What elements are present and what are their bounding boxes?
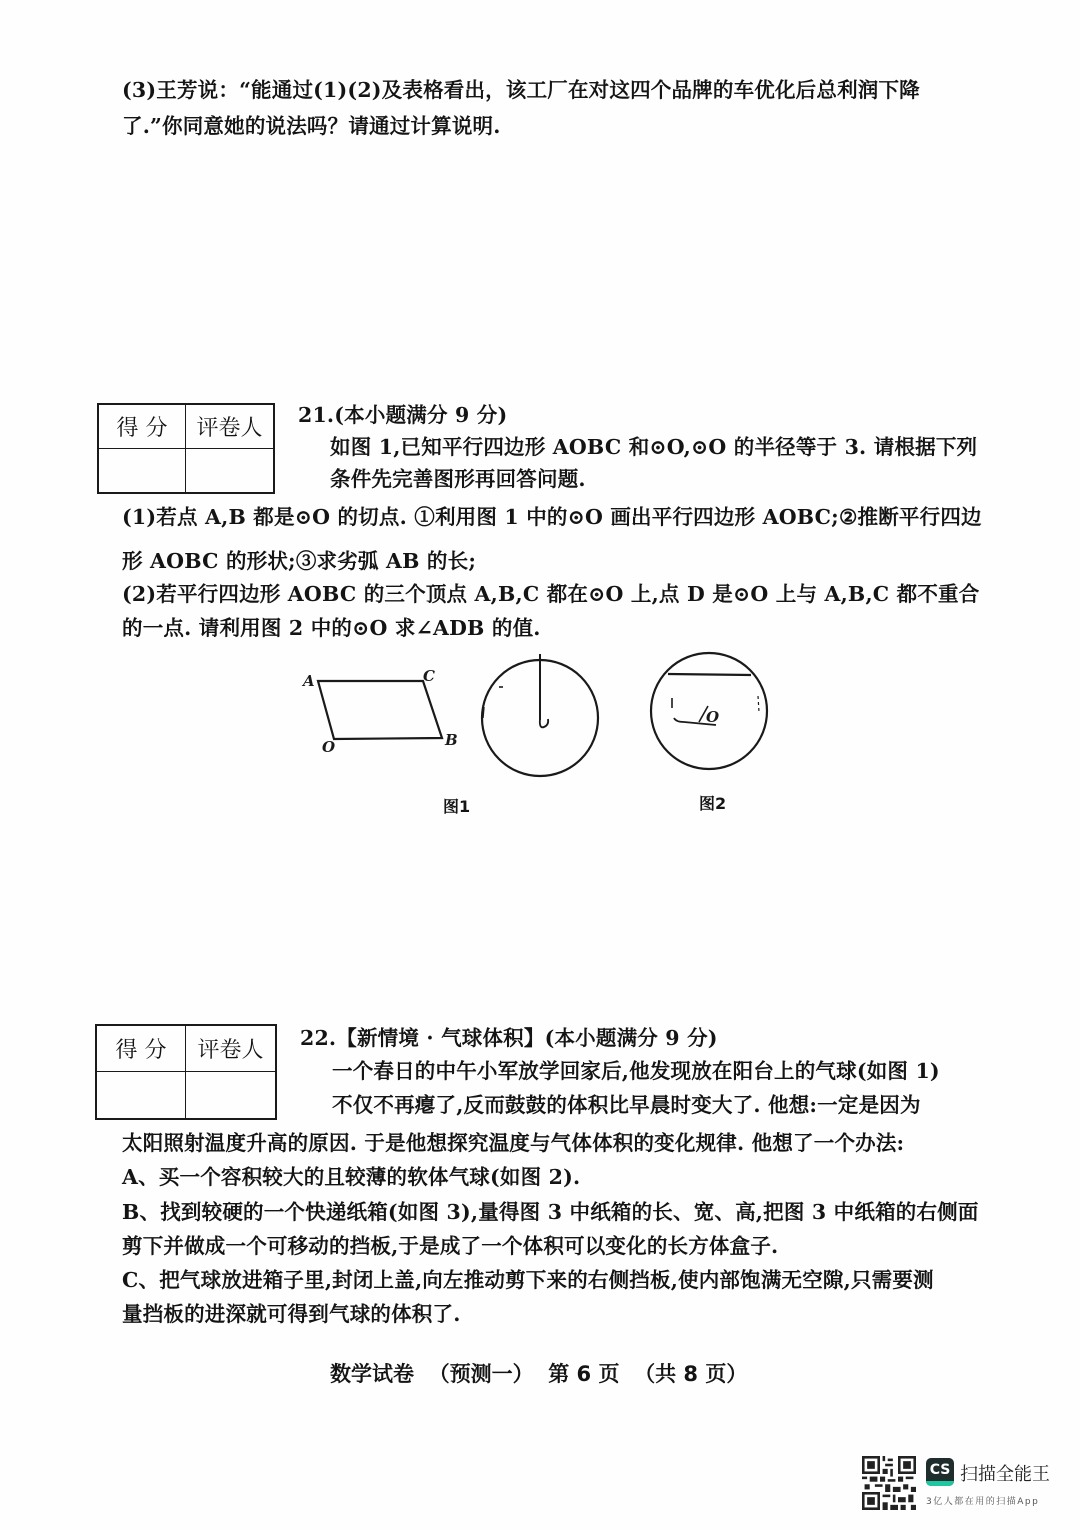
q22-step-b-line1: B、找到较硬的一个快递纸箱(如图 3),量得图 3 中纸箱的长、宽、高,把图 3 中纸箱的右侧面	[122, 1200, 979, 1224]
q20-part3-line1: (3)王芳说：“能通过(1)(2)及表格看出，该工厂在对这四个品牌的车优化后总利润下降	[122, 78, 920, 102]
score-cell[interactable]	[97, 1072, 186, 1118]
scanner-watermark	[862, 1456, 1062, 1514]
q22-step-a: A、买一个容积较大的且较薄的软体气球(如图 2).	[122, 1165, 581, 1189]
q21-part1-line1: (1)若点 A,B 都是⊙O 的切点. ①利用图 1 中的⊙O 画出平行四边形 AOBC;②推断平行四边	[122, 505, 982, 529]
q21-heading: 21.(本小题满分 9 分)	[298, 403, 508, 427]
q21-intro-line1: 如图 1,已知平行四边形 AOBC 和⊙O,⊙O 的半径等于 3. 请根据下列	[330, 435, 978, 459]
grader-cell[interactable]	[186, 1072, 275, 1118]
vertex-label-o: O	[322, 738, 336, 756]
figure2-caption: 图2	[699, 794, 727, 813]
q21-part1-line2: 形 AOBC 的形状;③求劣弧 AB 的长;	[122, 549, 477, 573]
page-footer: 数学试卷 （预测一） 第 6 页 （共 8 页）	[330, 1362, 748, 1386]
q22-step-b-line2: 剪下并做成一个可移动的挡板,于是成了一个体积可以变化的长方体盒子.	[122, 1234, 779, 1258]
q22-step-c-line1: C、把气球放进箱子里,封闭上盖,向左推动剪下来的右侧挡板,使内部饱满无空隙,只需要测	[122, 1268, 934, 1292]
figure2-center-label-o: O	[706, 708, 720, 726]
camscanner-logo-icon: CS	[926, 1458, 954, 1486]
scanner-tagline: 3亿人都在用的扫描App	[926, 1497, 1040, 1507]
q22-line3: 太阳照射温度升高的原因. 于是他想探究温度与气体体积的变化规律. 他想了一个办法:	[122, 1131, 905, 1155]
q22-line1: 一个春日的中午小军放学回家后,他发现放在阳台上的气球(如图 1)	[332, 1059, 940, 1083]
q21-part2-line1: (2)若平行四边形 AOBC 的三个顶点 A,B,C 都在⊙O 上,点 D 是⊙O 上与 A,B,C 都不重合	[122, 582, 980, 606]
score-header: 得 分	[99, 405, 186, 449]
q22-step-c-line2: 量挡板的进深就可得到气球的体积了.	[122, 1302, 461, 1326]
q22-line2: 不仅不再瘪了,反而鼓鼓的体积比早晨时变大了. 他想:一定是因为	[332, 1093, 921, 1117]
figure2-circle	[651, 653, 767, 769]
q20-part3-line2: 了.”你同意她的说法吗？请通过计算说明.	[122, 114, 501, 138]
vertex-label-b: B	[445, 731, 458, 749]
vertex-label-a: A	[303, 672, 315, 690]
parallelogram-aobc	[301, 667, 458, 756]
q22-heading: 22.【新情境 · 气球体积】(本小题满分 9 分)	[300, 1026, 718, 1050]
q21-intro-line2: 条件先完善图形再回答问题.	[330, 467, 586, 491]
figure1-caption: 图1	[443, 797, 471, 816]
grader-header: 评卷人	[186, 405, 273, 449]
q21-part2-line2: 的一点. 请利用图 2 中的⊙O 求∠ADB 的值.	[122, 616, 541, 640]
vertex-label-c: C	[423, 667, 435, 685]
q22-score-table	[95, 1024, 277, 1120]
qr-code-icon	[862, 1456, 916, 1510]
figure1-circle	[482, 654, 598, 776]
grader-header: 评卷人	[186, 1026, 275, 1072]
score-header: 得 分	[97, 1026, 186, 1072]
scanner-brand-name: 扫描全能王	[960, 1464, 1050, 1485]
